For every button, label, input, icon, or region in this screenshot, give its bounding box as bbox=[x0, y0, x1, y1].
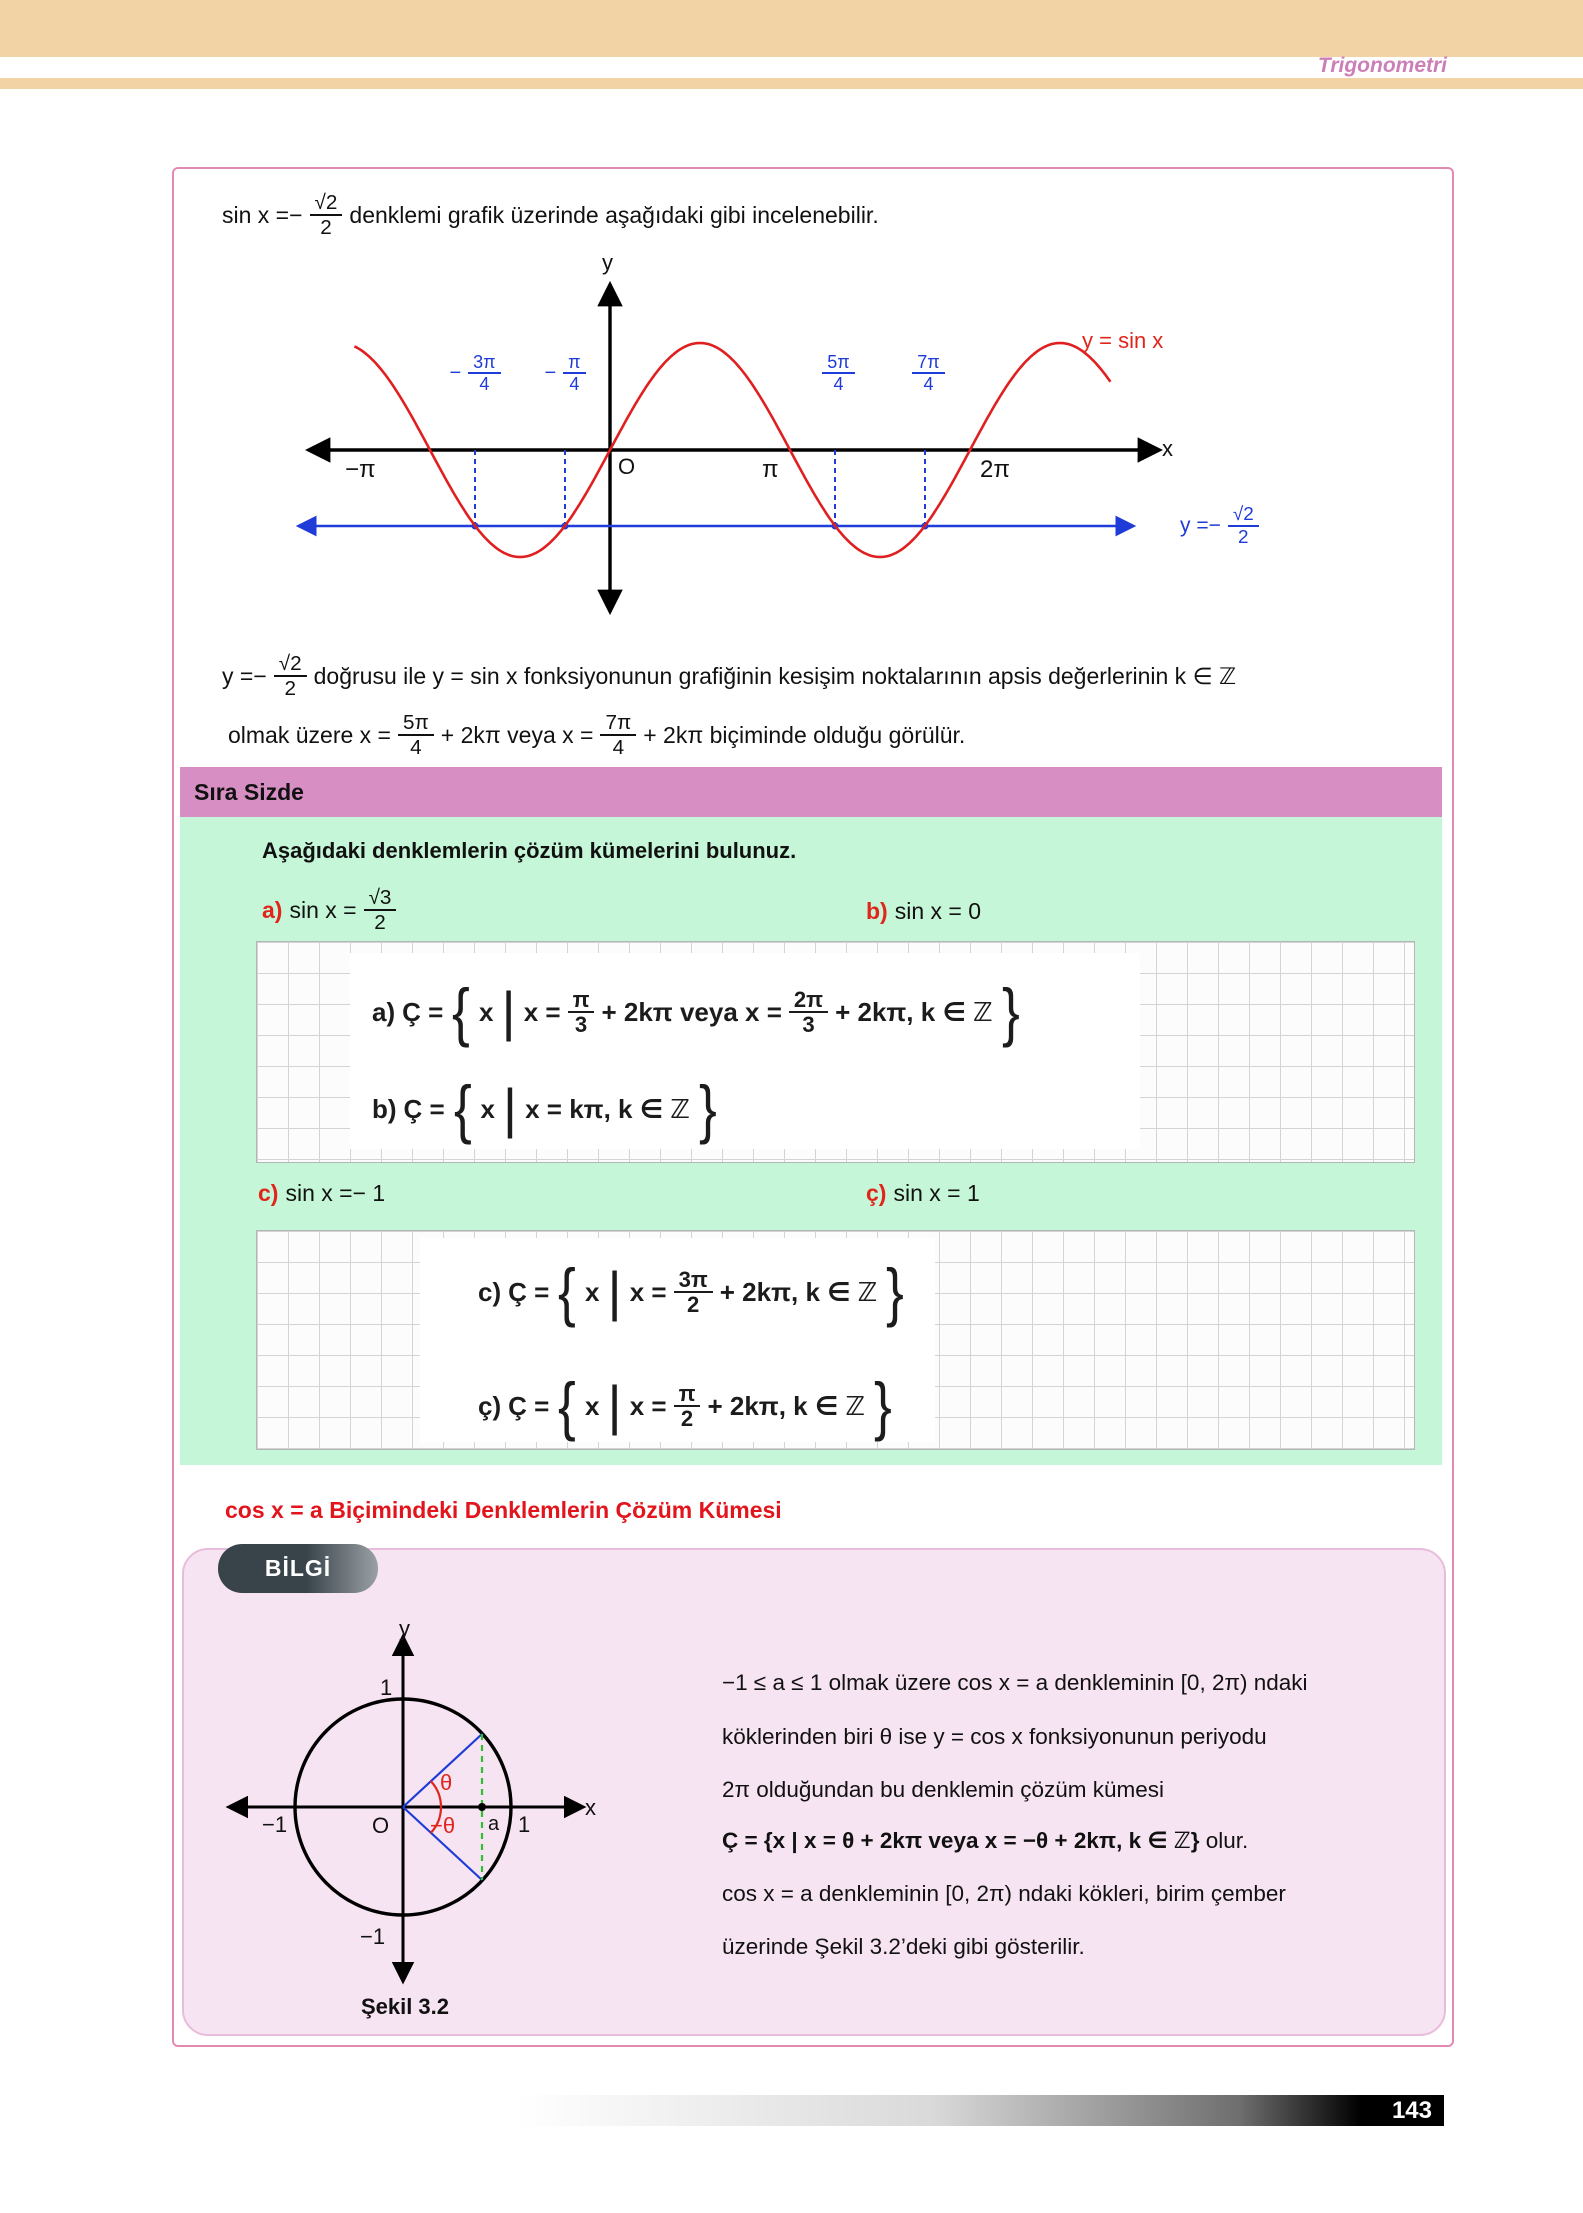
figure-tick-1-top: 1 bbox=[380, 1675, 393, 1700]
solution-c: c) Ç = { x | x = $\frac{3\pi}{2}$ + 2kπ, k ∈ ℤ } bbox=[478, 1255, 905, 1329]
set-bar: | bbox=[607, 1261, 622, 1323]
sira-sizde-title: Sıra Sizde bbox=[194, 778, 304, 805]
problem-c: c) sin x =− 1 bbox=[258, 1180, 386, 1206]
intro-rest: denklemi grafik üzerinde aşağıdaki gibi incelenebilir. bbox=[349, 201, 879, 228]
bilgi-tab-label: BİLGİ bbox=[264, 1555, 332, 1581]
set-bar: | bbox=[607, 1375, 622, 1437]
problem-a: a) sin x = $\frac{√3}{2}$ bbox=[262, 878, 396, 942]
set-bar: | bbox=[501, 981, 516, 1043]
top-band-thin bbox=[0, 78, 1583, 89]
paragraph-line-2: olmak üzere x = $\frac{5\pi}{4}$ + 2kπ veya x = $\frac{7\pi}{4}$ + 2kπ biçiminde olduğu görülür. bbox=[228, 710, 966, 759]
solution-b: b) Ç = { x | x = kπ, k ∈ ℤ } bbox=[372, 1072, 717, 1146]
solution-a: a) Ç = { x | x = $\frac{\pi}{3}$ + 2kπ veya x = $\frac{2\pi}{3}$ + 2kπ, k ∈ ℤ } bbox=[372, 975, 1020, 1049]
intersection-label-neg-pi-4: − $\frac{\pi}{4}$ bbox=[520, 352, 610, 394]
intersection-guides bbox=[472, 450, 929, 530]
intersection-label-neg-3pi-4: − $\frac{3\pi}{4}$ bbox=[430, 352, 520, 394]
x-axis-label: x bbox=[1162, 436, 1173, 461]
problem-cc-label: ç) bbox=[866, 1180, 887, 1206]
top-band bbox=[0, 0, 1583, 57]
figure-origin-label: O bbox=[372, 1813, 390, 1838]
bilgi-tab bbox=[218, 1544, 378, 1593]
bilgi-line-6: üzerinde Şekil 3.2’deki gibi gösterilir. bbox=[722, 1934, 1085, 1959]
line-label: y =− $\frac{√2}{2}$ bbox=[1180, 497, 1259, 555]
problem-b-label: b) bbox=[866, 898, 888, 924]
problem-c-label: c) bbox=[258, 1180, 279, 1206]
tick-neg-pi: −π bbox=[345, 456, 376, 483]
chapter-title: Trigonometri bbox=[1317, 54, 1447, 77]
bilgi-line-3: 2π olduğundan bu denklemin çözüm kümesi bbox=[722, 1777, 1165, 1802]
bilgi-line-4: Ç = {x | x = θ + 2kπ veya x = −θ + 2kπ, k ∈ ℤ} olur. bbox=[722, 1828, 1249, 1853]
y-axis-label: y bbox=[602, 250, 613, 275]
figure-tick-neg1-left: −1 bbox=[262, 1812, 288, 1837]
figure-theta-label: θ bbox=[440, 1770, 453, 1795]
intro-lead: sin x =− bbox=[222, 201, 303, 228]
figure-a-label: a bbox=[488, 1813, 500, 1835]
open-brace: { bbox=[452, 975, 471, 1049]
close-brace: } bbox=[1001, 975, 1020, 1049]
figure-tick-neg1-bottom: −1 bbox=[360, 1924, 386, 1949]
figure-caption: Şekil 3.2 bbox=[360, 1994, 450, 2019]
paragraph-line-1: y =− $\frac{√2}{2}$ doğrusu ile y = sin x fonksiyonunun grafiğinin kesişim noktalarının apsis değerlerinin k ∈ ℤ bbox=[222, 651, 1237, 700]
set-bar: | bbox=[502, 1078, 518, 1140]
page-number: 143 bbox=[1391, 2096, 1432, 2124]
bilgi-line-5: cos x = a denkleminin [0, 2π) ndaki kökleri, birim çember bbox=[722, 1881, 1286, 1906]
figure-y-label: y bbox=[399, 1616, 410, 1641]
point-a-dot bbox=[478, 1803, 486, 1811]
open-brace: { bbox=[453, 1072, 472, 1146]
close-brace: } bbox=[698, 1072, 717, 1146]
tick-pi: π bbox=[762, 456, 779, 483]
close-brace: } bbox=[886, 1255, 905, 1329]
bilgi-line-1: −1 ≤ a ≤ 1 olmak üzere cos x = a denkleminin [0, 2π) ndaki bbox=[722, 1670, 1308, 1695]
bilgi-line-2: köklerinden biri θ ise y = cos x fonksiyonunun periyodu bbox=[722, 1724, 1267, 1749]
sine-graph bbox=[280, 268, 1200, 618]
page-number-bar bbox=[518, 2095, 1444, 2126]
figure-neg-theta-label: −θ bbox=[430, 1813, 456, 1838]
curve-label: y = sin x bbox=[1082, 328, 1164, 353]
sira-sizde-header bbox=[180, 767, 1442, 817]
intersection-label-5pi-4: $\frac{5\pi}{4}$ bbox=[790, 352, 880, 394]
figure-tick-1-right: 1 bbox=[518, 1812, 531, 1837]
problem-cc: ç) sin x = 1 bbox=[866, 1180, 980, 1206]
intersection-label-7pi-4: $\frac{7\pi}{4}$ bbox=[880, 352, 970, 394]
instruction-text: Aşağıdaki denklemlerin çözüm kümelerini bulunuz. bbox=[262, 838, 797, 863]
intro-fraction: $\frac{√2}{2}$ bbox=[310, 191, 343, 239]
section-heading: cos x = a Biçimindeki Denklemlerin Çözüm Kümesi bbox=[225, 1497, 782, 1523]
figure-x-label: x bbox=[585, 1795, 596, 1820]
tick-2pi: 2π bbox=[980, 456, 1010, 483]
close-brace: } bbox=[873, 1369, 892, 1443]
problem-a-label: a) bbox=[262, 896, 283, 923]
problem-b: b) sin x = 0 bbox=[866, 898, 982, 924]
solution-cc: ç) Ç = { x | x = $\frac{\pi}{2}$ + 2kπ, k ∈ ℤ } bbox=[478, 1369, 892, 1443]
open-brace: { bbox=[558, 1255, 577, 1329]
intro-equation-line bbox=[222, 182, 879, 248]
open-brace: { bbox=[558, 1369, 577, 1443]
origin-label: O bbox=[618, 454, 636, 479]
